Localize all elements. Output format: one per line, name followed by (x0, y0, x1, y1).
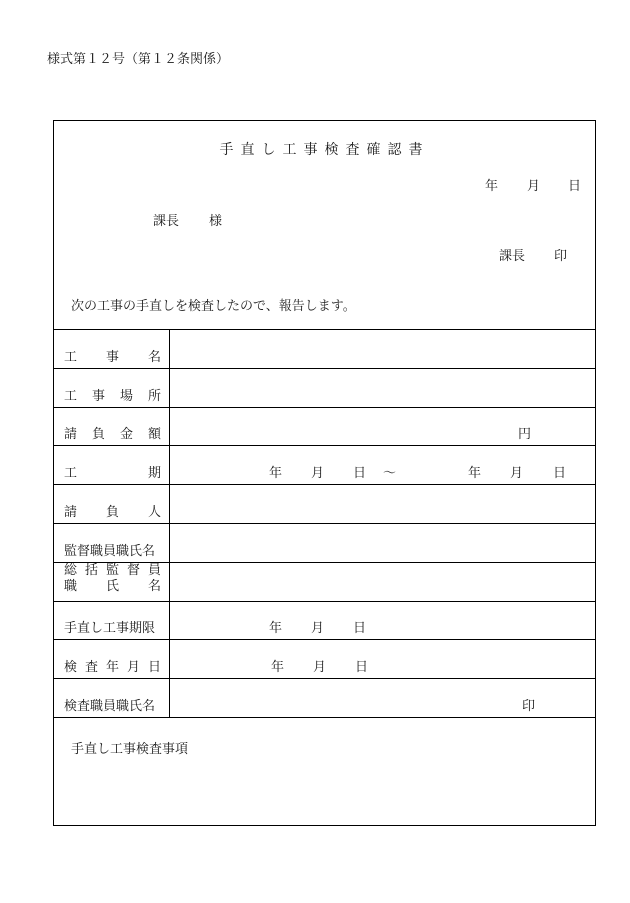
form-box (53, 120, 596, 826)
row-inspector (54, 678, 595, 717)
value-work-site[interactable] (170, 369, 595, 407)
row-general-supervisor (54, 562, 595, 601)
row-inspection-items[interactable] (54, 717, 595, 827)
addressee-chief: 課長 (153, 214, 180, 229)
value-contractor[interactable] (170, 485, 595, 523)
label-fix-deadline: 手直し工事期限 (64, 621, 156, 637)
value-inspection-date[interactable]: 年 月 日 (271, 660, 369, 676)
label-work-site: 工 事 場 所 (64, 388, 161, 404)
row-period (54, 445, 595, 484)
label-general-supervisor: 総 括 監 督 員 職 氏 名 (64, 562, 161, 594)
value-inspector[interactable] (170, 679, 595, 717)
date-month: 月 (527, 179, 541, 194)
row-supervisor (54, 523, 595, 562)
label-contractor: 請 負 人 (64, 504, 161, 520)
value-work-name[interactable] (170, 330, 595, 368)
value-contract-amount[interactable] (170, 408, 595, 446)
label-inspection-items: 手直し工事検査事項 (71, 742, 189, 757)
label-contract-amount: 請 負 金 額 (64, 427, 161, 443)
value-supervisor[interactable] (170, 524, 595, 562)
label-supervisor: 監督職員職氏名 (64, 543, 156, 559)
row-fix-deadline (54, 601, 595, 640)
row-work-site (54, 368, 595, 407)
row-inspection-date (54, 639, 595, 678)
date-day: 日 (568, 179, 582, 194)
addressee-honorific: 様 (209, 214, 223, 229)
value-fix-deadline[interactable]: 年 月 日 (269, 621, 367, 637)
value-period[interactable]: 年 月 日 ～ 年 月 日 (170, 446, 595, 484)
row-contract-amount (54, 407, 595, 446)
yen-unit: 円 (518, 427, 532, 443)
period-tilde: ～ (383, 466, 397, 482)
date-year: 年 (485, 179, 499, 194)
sender-chief: 課長 (499, 249, 526, 264)
label-work-name: 工 事 名 (64, 349, 161, 365)
form-number: 様式第１２号（第１２条関係） (47, 52, 230, 67)
value-general-supervisor[interactable] (170, 563, 595, 601)
sender-seal: 印 (554, 249, 568, 264)
row-work-name (54, 329, 595, 368)
label-inspector: 検査職員職氏名 (64, 698, 156, 714)
intro-text: 次の工事の手直しを検査したので、報告します。 (71, 299, 356, 314)
inspector-seal: 印 (522, 698, 536, 714)
label-period: 工 期 (64, 466, 161, 482)
label-inspection-date: 検 査 年 月 日 (64, 660, 161, 676)
form-title: 手直し工事検査確認書 (219, 142, 430, 158)
row-contractor (54, 484, 595, 523)
